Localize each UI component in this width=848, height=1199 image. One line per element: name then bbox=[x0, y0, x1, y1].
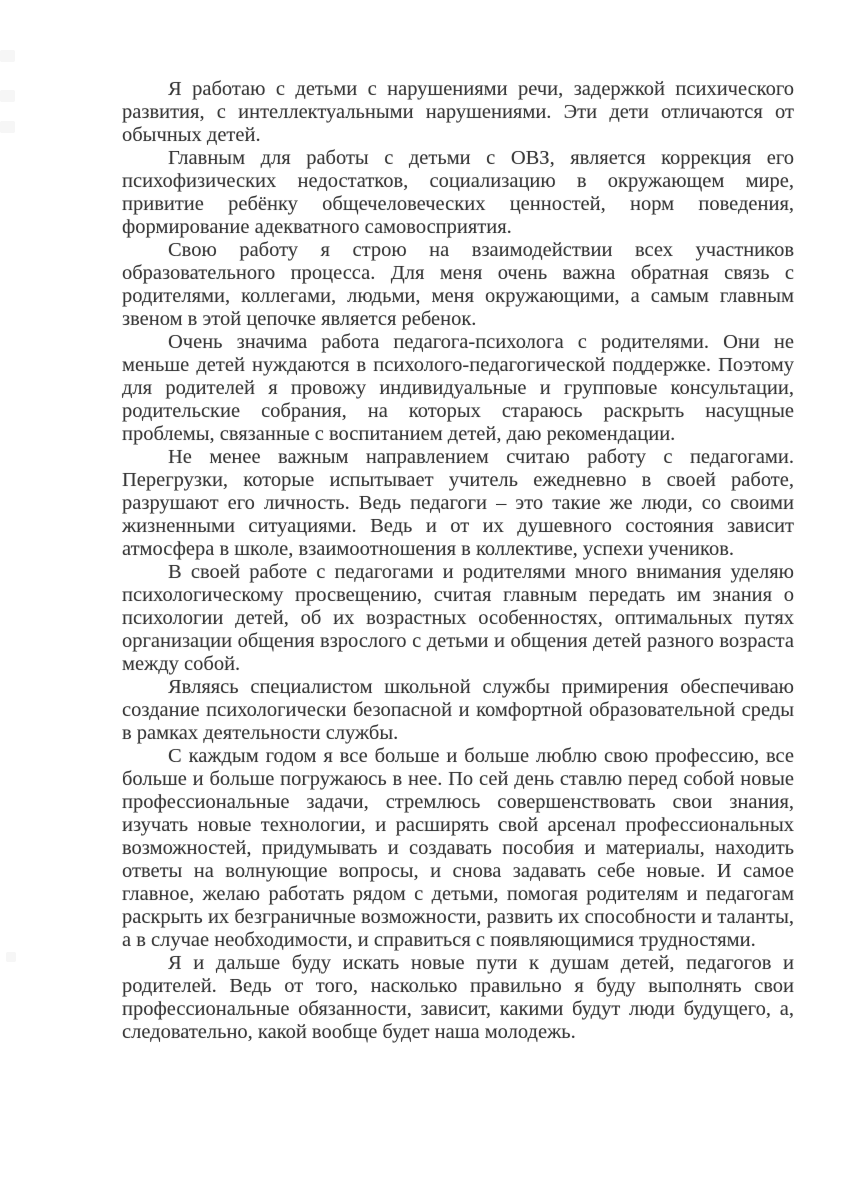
paragraph: Не менее важным направлением считаю работу с педагогами. Перегрузки, которые испытывает учитель ежедневно в своей работе, разрушают его личность. Ведь педагоги – это такие же люди, со своими жизненными ситуациями. Ведь и от их душевного состояния зависит атмосфера в школе, взаимоотношения в коллективе, успехи учеников. bbox=[122, 446, 794, 560]
paragraph: Являясь специалистом школьной службы примирения обеспечиваю создание психологически безопасной и комфортной образовательной среды в рамках деятельности службы. bbox=[122, 676, 794, 744]
paragraph: Я работаю с детьми с нарушениями речи, задержкой психического развития, с интеллектуальными нарушениями. Эти дети отличаются от обычных детей. bbox=[122, 78, 794, 146]
paragraph: Я и дальше буду искать новые пути к душам детей, педагогов и родителей. Ведь от того, насколько правильно я буду выполнять свои профессиональные обязанности, зависит, какими будут люди будущего, а, следовательно, какой вообще будет наша молодежь. bbox=[122, 952, 794, 1043]
scan-artifact bbox=[0, 121, 15, 133]
paragraph: Свою работу я строю на взаимодействии всех участников образовательного процесса. Для меня очень важна обратная связь с родителями, коллегами, людьми, меня окружающими, а самым главным звеном в этой цепочке является ребенок. bbox=[122, 239, 794, 330]
paragraph: Очень значима работа педагога-психолога с родителями. Они не меньше детей нуждаются в психолого-педагогической поддержке. Поэтому для родителей я провожу индивидуальные и групповые консультации, родительские собрания, на которых стараюсь раскрыть насущные проблемы, связанные с воспитанием детей, даю рекомендации. bbox=[122, 331, 794, 445]
scan-artifact bbox=[0, 90, 15, 102]
paragraph: С каждым годом я все больше и больше люблю свою профессию, все больше и больше погружаюсь в нее. По сей день ставлю перед собой новые профессиональные задачи, стремлюсь совершенствовать свои знания, изучать новые технологии, и расширять свой арсенал профессиональных возможностей, придумывать и создавать пособия и материалы, находить ответы на волнующие вопросы, и снова задавать себе новые. И самое главное, желаю работать рядом с детьми, помогая родителям и педагогам раскрыть их безграничные возможности, развить их способности и таланты, а в случае необходимости, и справиться с появляющимися трудностями. bbox=[122, 745, 794, 951]
scan-artifact bbox=[6, 952, 16, 962]
scan-artifact bbox=[0, 50, 15, 62]
paragraph: Главным для работы с детьми с ОВЗ, является коррекция его психофизических недостатков, социализацию в окружающем мире, привитие ребёнку общечеловеческих ценностей, норм поведения, формирование адекватного самовосприятия. bbox=[122, 147, 794, 238]
document-text bbox=[122, 78, 794, 1044]
paragraph: В своей работе с педагогами и родителями много внимания уделяю психологическому просвещению, считая главным передать им знания о психологии детей, об их возрастных особенностях, оптимальных путях организации общения взрослого с детьми и общения детей разного возраста между собой. bbox=[122, 561, 794, 675]
